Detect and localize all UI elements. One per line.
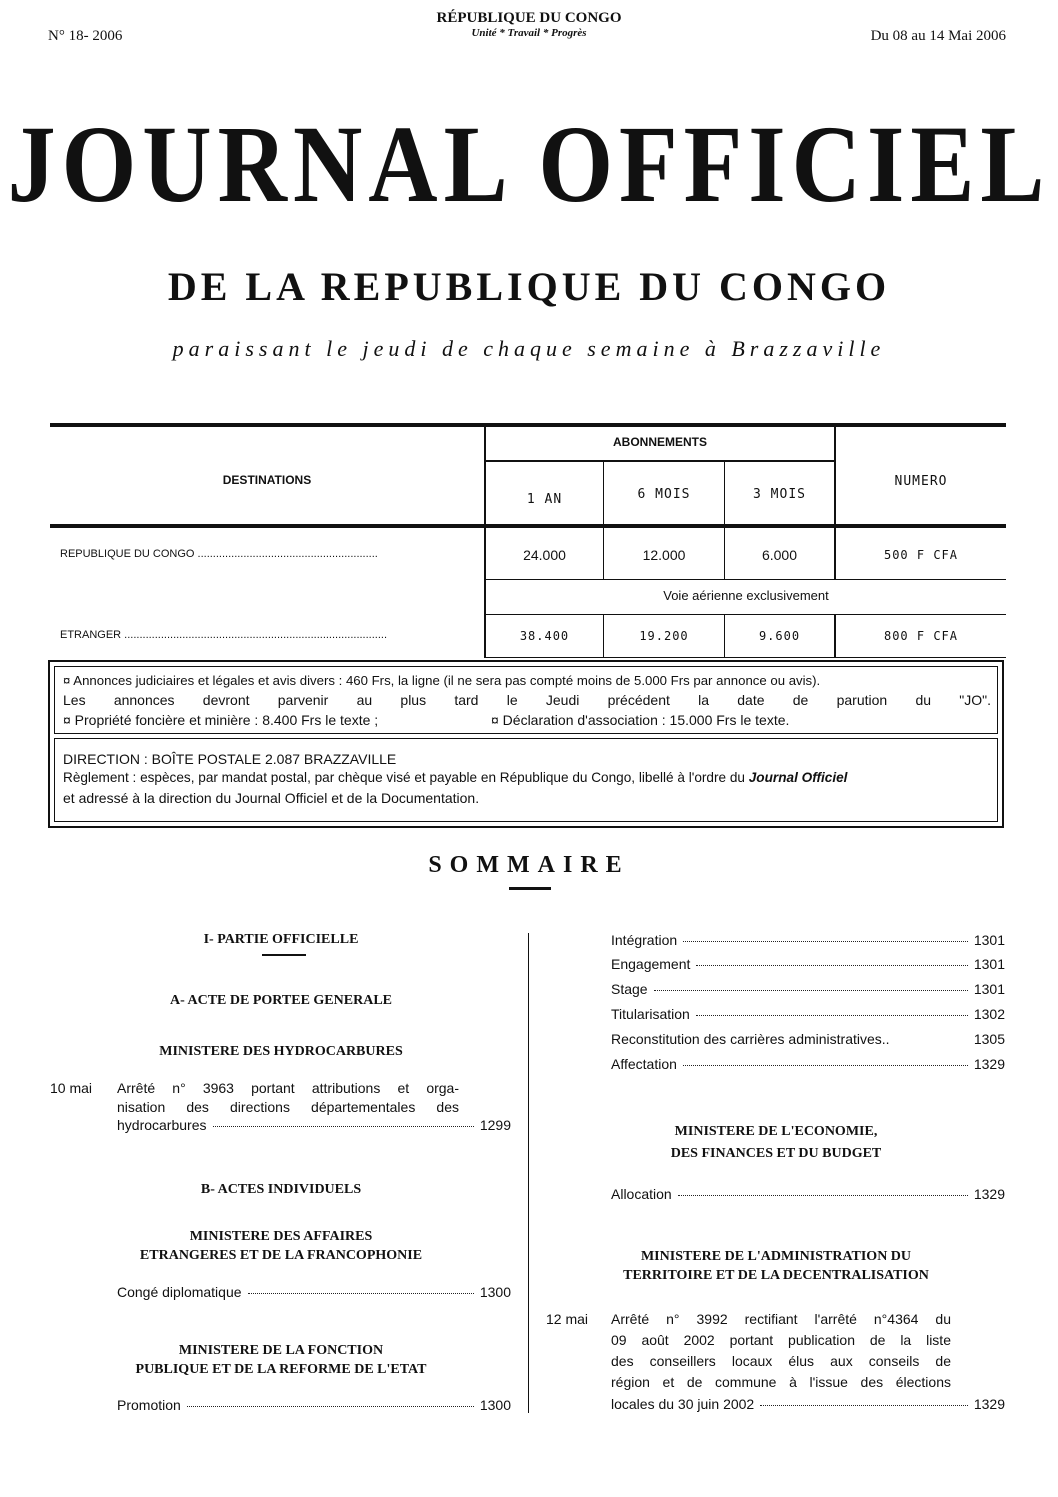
journal-tagline: paraissant le jeudi de chaque semaine à Brazzaville	[172, 336, 886, 361]
row-value: 9.600	[758, 629, 801, 643]
abonnements-header: ABONNEMENTS	[612, 435, 707, 449]
entry-text: région et de commune à l'issue des élections	[611, 1374, 951, 1390]
ministry-heading: MINISTERE DE L'ECONOMIE,	[674, 1124, 878, 1139]
row1-rule	[484, 579, 1006, 580]
toc-entry	[611, 981, 1005, 997]
toc-entry	[611, 1031, 1005, 1047]
row-numero: 800 F CFA	[883, 629, 959, 643]
entry-label: Stage	[611, 981, 648, 997]
part-underline	[262, 954, 306, 956]
air-note: Voie aérienne exclusivement	[663, 588, 829, 603]
toc-entry	[611, 1006, 1005, 1022]
entry-page: 1329	[973, 1186, 1005, 1202]
row-destination: ETRANGER ......................................................................................	[60, 629, 388, 641]
entry-label: Affectation	[611, 1056, 677, 1072]
row-value: 12.000	[642, 547, 686, 563]
leader-dots	[248, 1293, 474, 1294]
entry-label: Promotion	[117, 1397, 181, 1413]
section-b-heading: B- ACTES INDIVIDUELS	[200, 1182, 362, 1197]
toc-entry	[611, 1056, 1005, 1072]
table-top-rule	[50, 423, 1006, 427]
leader-dots	[213, 1126, 474, 1127]
table-header-rule	[50, 524, 1006, 528]
leader-dots	[654, 990, 968, 991]
entry-page: 1302	[973, 1006, 1005, 1022]
notice-line2: Les annonces devront parvenir au plus tard le Jeudi précédent la date de parution du "JO".	[63, 692, 991, 708]
entry-label: Titularisation	[611, 1006, 690, 1022]
country-name: RÉPUBLIQUE DU CONGO	[436, 10, 622, 26]
entry-page: 1305	[973, 1031, 1005, 1047]
journal-subtitle: DE LA REPUBLIQUE DU CONGO	[167, 264, 891, 309]
sommaire-underline	[509, 887, 551, 890]
toc-entry	[117, 1397, 511, 1413]
entry-label: Intégration	[611, 932, 678, 948]
toc-entry	[117, 1284, 511, 1300]
row-value: 24.000	[523, 547, 566, 563]
row-destination: REPUBLIQUE DU CONGO ...........................................................	[60, 548, 378, 560]
payment-text: Règlement : espèces, par mandat postal, par chèque visé et payable en République du Congo, libellé à l'ordre du	[63, 770, 749, 785]
entry-label: Engagement	[611, 956, 691, 972]
notices-frame	[48, 660, 1004, 828]
column-divider	[528, 933, 529, 1413]
notice-line3a: ¤ Propriété foncière et minière : 8.400 Frs le texte ;	[63, 712, 379, 728]
toc-entry	[611, 1186, 1005, 1202]
leader-dots	[696, 965, 967, 966]
row2-rule	[484, 657, 1006, 658]
tariffs-box	[54, 666, 998, 734]
entry-label: Congé diplomatique	[117, 1284, 242, 1300]
entry-label: locales du 30 juin 2002	[611, 1396, 755, 1412]
toc-entry	[611, 1396, 1005, 1412]
destinations-header: DESTINATIONS	[222, 473, 312, 487]
entry-page: 1300	[479, 1397, 511, 1413]
sommaire-title: SOMMAIRE	[428, 852, 630, 878]
entry-text: des conseillers locaux élus aux conseils de	[611, 1353, 951, 1369]
issue-dates: Du 08 au 14 Mai 2006	[870, 28, 1006, 44]
ministry-heading: DES FINANCES ET DU BUDGET	[670, 1146, 882, 1161]
entry-date: 12 mai	[546, 1311, 589, 1327]
entry-date: 10 mai	[50, 1080, 93, 1096]
direction-box	[54, 738, 998, 822]
entry-page: 1301	[973, 981, 1005, 997]
air-rule	[484, 614, 1006, 615]
direction-payment	[63, 770, 991, 785]
section-a-heading: A- ACTE DE PORTEE GENERALE	[170, 993, 392, 1008]
row-value: 38.400	[519, 629, 570, 643]
ministry-heading: MINISTERE DES AFFAIRES	[189, 1229, 373, 1244]
leader-dots	[696, 1015, 968, 1016]
entry-page: 1299	[479, 1117, 511, 1133]
period-3mois: 3 MOIS	[753, 487, 806, 502]
toc-entry	[611, 932, 1005, 948]
ministry-heading: ETRANGERES ET DE LA FRANCOPHONIE	[139, 1248, 423, 1263]
leader-dots	[678, 1195, 968, 1196]
ministry-heading: MINISTERE DES HYDROCARBURES	[159, 1044, 403, 1059]
notice-line1: ¤ Annonces judiciaires et légales et avis divers : 460 Frs, la ligne (il ne sera pas compté moins de 5.000 Frs par annonce ou avis).	[63, 673, 821, 688]
ministry-heading: MINISTERE DE L'ADMINISTRATION DU	[640, 1249, 912, 1264]
row-numero: 500 F CFA	[883, 548, 959, 562]
entry-label: hydrocarbures	[117, 1117, 207, 1133]
leader-dots	[187, 1406, 474, 1407]
part-heading: I- PARTIE OFFICIELLE	[203, 932, 359, 947]
period-1an: 1 AN	[526, 492, 563, 507]
entry-page: 1301	[973, 932, 1005, 948]
entry-label: Reconstitution des carrières administratives..	[611, 1031, 890, 1047]
abonnements-rule	[484, 460, 835, 462]
ministry-heading: TERRITOIRE ET DE LA DECENTRALISATION	[623, 1268, 929, 1283]
leader-dots	[683, 941, 968, 942]
entry-page: 1329	[973, 1396, 1005, 1412]
entry-label: Allocation	[611, 1186, 672, 1202]
entry-page: 1329	[973, 1056, 1005, 1072]
journal-name: Journal Officiel	[748, 770, 848, 785]
direction-address: DIRECTION : BOÎTE POSTALE 2.087 BRAZZAVILLE	[63, 751, 397, 767]
numero-header: NUMERO	[894, 474, 948, 489]
entry-page: 1301	[973, 956, 1005, 972]
row-value: 19.200	[639, 629, 689, 643]
direction-addressee: et adressé à la direction du Journal Officiel et de la Documentation.	[63, 790, 480, 806]
entry-text: Arrêté n° 3992 rectifiant l'arrêté n°4364 du	[611, 1311, 951, 1327]
toc-entry	[611, 956, 1005, 972]
row-value: 6.000	[761, 547, 798, 563]
col-line	[484, 427, 486, 658]
notice-line3b: ¤ Déclaration d'association : 15.000 Frs le texte.	[491, 712, 790, 728]
journal-title: JOURNAL OFFICIEL	[7, 102, 1051, 226]
entry-page: 1300	[479, 1284, 511, 1300]
entry-text: Arrêté n° 3963 portant attributions et orga-	[117, 1080, 459, 1096]
toc-entry	[117, 1117, 511, 1133]
period-6mois: 6 MOIS	[637, 487, 691, 502]
ministry-heading: MINISTERE DE LA FONCTION	[178, 1343, 384, 1358]
issue-number: N° 18- 2006	[48, 28, 123, 44]
ministry-heading: PUBLIQUE ET DE LA REFORME DE L'ETAT	[135, 1362, 427, 1377]
country-motto: Unité * Travail * Progrès	[471, 27, 587, 39]
entry-text: 09 août 2002 portant publication de la liste	[611, 1332, 951, 1348]
leader-dots	[683, 1065, 968, 1066]
entry-text: nisation des directions départementales des	[117, 1099, 459, 1115]
leader-dots	[760, 1405, 968, 1406]
